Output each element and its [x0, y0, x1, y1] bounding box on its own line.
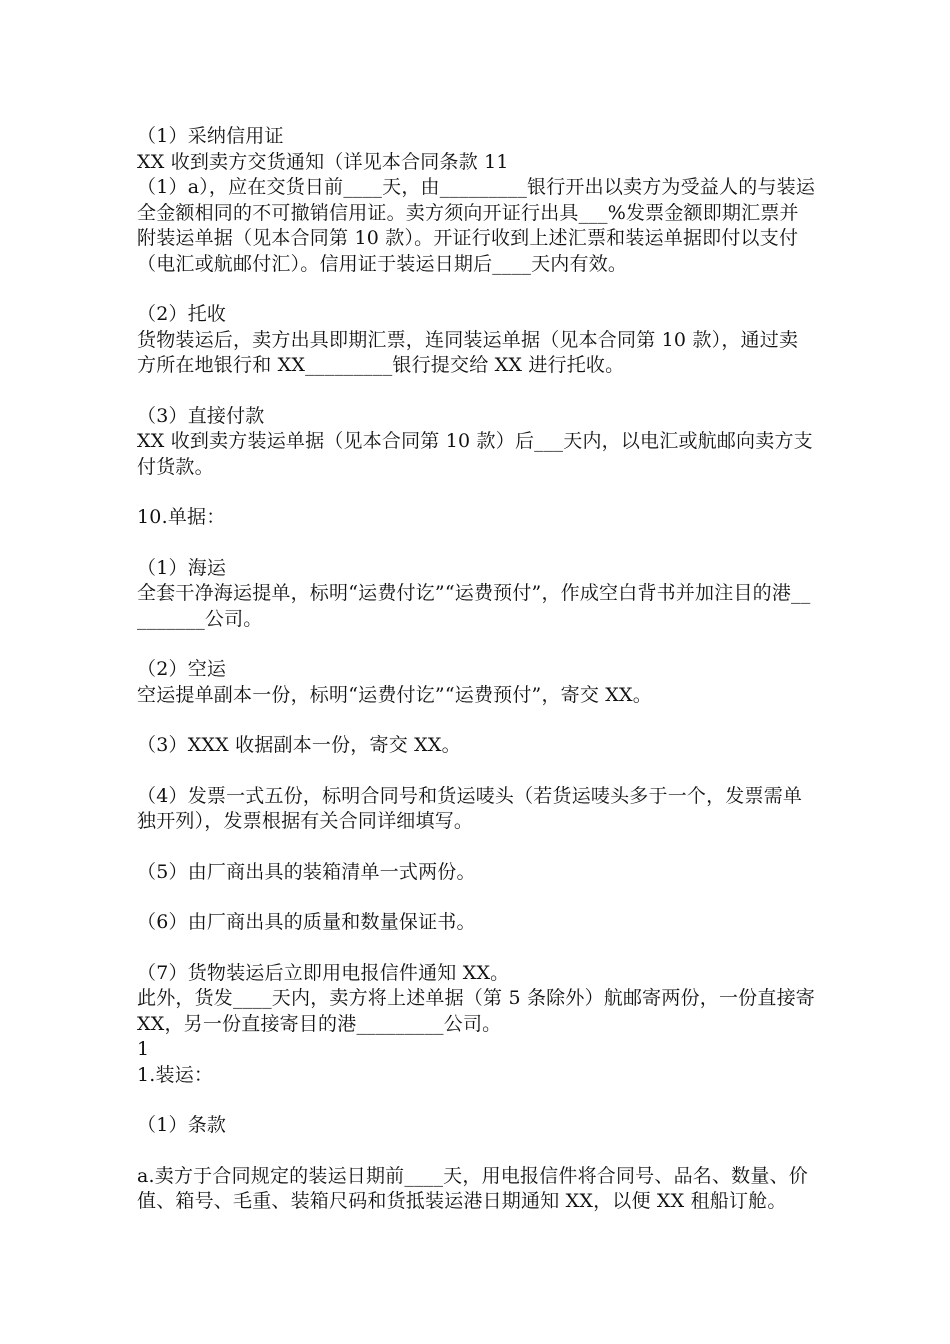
- paragraph-text: 全套干净海运提单，标明“运费付讫”“运费预付”，作成空白背书并加注目的港_________公司。: [137, 582, 811, 630]
- paragraph-text: （1）a），应在交货日前____天，由_________银行开出以卖方为受益人的与装运全金额相同的不可撤销信用证。卖方须向开证行出具___%发票金额即期汇票并附装运单据（见本合同第 10 款）。开证行收到上述汇票和装运单据即付以支付（电汇或航邮付汇）。信用证于装运日期后____天内有效。: [137, 176, 816, 275]
- shipment-section-heading: 1.装运：: [137, 1063, 214, 1086]
- paragraph-gap: [137, 835, 817, 860]
- paragraph-gap: [137, 759, 817, 784]
- paragraph-gap: [137, 480, 817, 505]
- list-item: （3）XXX 收据副本一份，寄交 XX。: [137, 734, 461, 756]
- payment-lc-heading: （1）采纳信用证: [137, 125, 284, 147]
- sea-transport-heading: （1）海运: [137, 556, 227, 579]
- paragraph-text: 货物装运后，卖方出具即期汇票，连同装运单据（见本合同第 10 款），通过卖方所在地银行和 XX_________银行提交给 XX 进行托收。: [137, 328, 799, 376]
- paragraph-text: 空运提单副本一份，标明“运费付讫”“运费预付”，寄交 XX。: [137, 683, 652, 706]
- paragraph-text: XX 收到卖方交货通知（详见本合同条款 11: [137, 150, 509, 173]
- paragraph-gap: [137, 708, 817, 733]
- collection-heading: （2）托收: [137, 303, 227, 325]
- list-item: （7）货物装运后立即用电报信件通知 XX。: [137, 961, 510, 984]
- paragraph-gap: [137, 531, 817, 556]
- paragraph-gap: [137, 936, 817, 961]
- paragraph-gap: [137, 379, 817, 404]
- paragraph-text: a.卖方于合同规定的装运日期前____天，用电报信件将合同号、品名、数量、价值、箱号、毛重、装箱尺码和货抵装运港日期通知 XX，以便 XX 租船订舱。: [137, 1164, 808, 1212]
- paragraph-gap: [137, 277, 817, 302]
- direct-payment-heading: （3）直接付款: [137, 404, 265, 427]
- document-body: [137, 124, 822, 1215]
- paragraph-gap: [137, 632, 817, 657]
- list-item: （5）由厂商出具的装箱清单一式两份。: [137, 860, 476, 883]
- paragraph-gap: [137, 1088, 817, 1113]
- paragraph-text: XX 收到卖方装运单据（见本合同第 10 款）后___天内，以电汇或航邮向卖方支付货款。: [137, 430, 813, 478]
- list-item: （6）由厂商出具的质量和数量保证书。: [137, 911, 476, 933]
- list-item: （4）发票一式五份，标明合同号和货运唛头（若货运唛头多于一个，发票需单独开列），发票根据有关合同详细填写。: [137, 784, 803, 832]
- paragraph-gap: [137, 885, 817, 910]
- paragraph-gap: [137, 1139, 817, 1164]
- page-number: 1: [137, 1038, 150, 1060]
- documents-section-heading: 10.单据：: [137, 506, 226, 528]
- terms-heading: （1）条款: [137, 1114, 227, 1136]
- paragraph-text: 此外，货发____天内，卖方将上述单据（第 5 条除外）航邮寄两份，一份直接寄 XX，另一份直接寄目的港_________公司。: [137, 987, 822, 1035]
- air-transport-heading: （2）空运: [137, 658, 227, 680]
